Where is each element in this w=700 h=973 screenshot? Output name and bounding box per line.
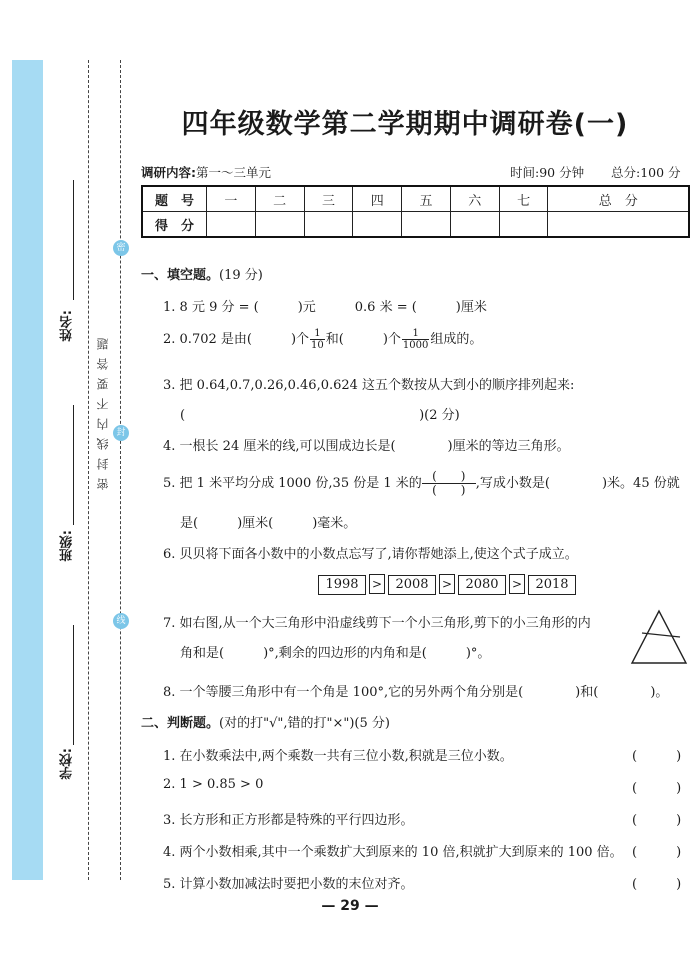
section2-instructions: (对的打"√",错的打"×")(5 分) xyxy=(219,716,390,731)
content-scope xyxy=(141,163,271,181)
question-4: 4. 一根长 24 厘米的线,可以围成边长是( )厘米的等边三角形。 xyxy=(163,439,570,454)
question-6: 6. 贝贝将下面各小数中的小数点忘写了,请你帮她添上,使这个式子成立。 xyxy=(163,547,578,562)
header-cell: 三 xyxy=(304,186,353,212)
seal-mark-mi: 密 xyxy=(113,240,129,256)
greater-than-sign: > xyxy=(439,574,455,594)
header-cell: 五 xyxy=(402,186,451,212)
number-box[interactable]: 2080 xyxy=(458,575,506,595)
page-number: — 29 — xyxy=(321,898,379,914)
section1-title: 一、填空题。 xyxy=(141,268,220,283)
header-cell: 七 xyxy=(499,186,548,212)
school-field-label: 学校: xyxy=(60,748,75,780)
fraction-blank xyxy=(422,470,476,497)
question-3-answer-line: ( )(2 分) xyxy=(180,408,460,423)
header-cell: 题 号 xyxy=(142,186,207,212)
judge-answer-5[interactable]: ( ) xyxy=(632,877,682,892)
header-cell: 总 分 xyxy=(548,186,689,212)
fraction-one-thousandth xyxy=(402,328,429,351)
question-7: 7. 如右图,从一个大三角形中沿虚线剪下一个小三角形,剪下的小三角形的内 xyxy=(163,616,591,631)
score-cell[interactable] xyxy=(304,212,353,238)
judge-answer-2[interactable]: ( ) xyxy=(632,781,682,796)
score-cell[interactable] xyxy=(207,212,256,238)
class-field-line xyxy=(73,405,74,525)
score-table xyxy=(141,185,690,238)
frac-numerator: 1 xyxy=(402,328,429,340)
frac-numerator: 1 xyxy=(310,328,325,340)
question-5 xyxy=(163,470,680,497)
q5-part-b: ,写成小数是( )米。45 份就 xyxy=(475,476,680,491)
name-field-label: 姓名: xyxy=(60,310,75,342)
section2-title: 二、判断题。 xyxy=(141,716,220,731)
question-8: 8. 一个等腰三角形中有一个角是 100°,它的另外两个角分别是( )和( )。 xyxy=(163,685,669,700)
question-1: 1. 8 元 9 分 = ( )元 0.6 米 = ( )厘米 xyxy=(163,300,487,315)
school-field-line xyxy=(73,625,74,745)
q2-part-c: 组成的。 xyxy=(430,332,483,347)
judge-item-5: 5. 计算小数加减法时要把小数的末位对齐。 xyxy=(163,877,414,892)
class-field-label: 班级: xyxy=(60,530,75,562)
header-cell: 四 xyxy=(353,186,402,212)
score-cell[interactable] xyxy=(255,212,304,238)
greater-than-sign: > xyxy=(509,574,525,594)
triangle-figure xyxy=(628,607,690,667)
time-limit: 时间:90 分钟 xyxy=(510,165,585,180)
score-cell[interactable] xyxy=(402,212,451,238)
seal-dashed-line-outer xyxy=(88,60,89,880)
q2-part-b: 和( )个 xyxy=(325,332,401,347)
score-cell[interactable] xyxy=(450,212,499,238)
score-table-score-row xyxy=(142,212,689,238)
q5-part-a: 5. 把 1 米平均分成 1000 份,35 份是 1 米的 xyxy=(163,476,422,491)
content-scope-label: 调研内容: xyxy=(141,165,196,180)
section1-points: (19 分) xyxy=(219,268,263,283)
page-title: 四年级数学第二学期期中调研卷(一) xyxy=(181,109,629,140)
q2-part-a: 2. 0.702 是由( )个 xyxy=(163,332,310,347)
seal-dashed-line-inner xyxy=(120,60,121,880)
header-cell: 二 xyxy=(255,186,304,212)
score-cell[interactable] xyxy=(548,212,689,238)
score-table-header-row xyxy=(142,186,689,212)
decimal-inequality-chain xyxy=(318,574,576,595)
frac-denominator: ( ) xyxy=(432,483,466,497)
score-cell[interactable] xyxy=(353,212,402,238)
judge-answer-4[interactable]: ( ) xyxy=(632,845,682,860)
number-box[interactable]: 1998 xyxy=(318,575,366,595)
score-cell[interactable] xyxy=(499,212,548,238)
frac-denominator: 10 xyxy=(311,340,324,351)
total-score: 总分:100 分 xyxy=(611,165,681,180)
margin-strip xyxy=(12,60,43,880)
section2-heading xyxy=(141,712,390,731)
seal-mark-xian: 线 xyxy=(113,613,129,629)
question-2 xyxy=(163,328,482,351)
greater-than-sign: > xyxy=(369,574,385,594)
content-scope-value: 第一～三单元 xyxy=(196,165,272,180)
judge-answer-3[interactable]: ( ) xyxy=(632,813,682,828)
judge-item-1: 1. 在小数乘法中,两个乘数一共有三位小数,积就是三位小数。 xyxy=(163,749,513,764)
judge-item-4: 4. 两个小数相乘,其中一个乘数扩大到原来的 10 倍,积就扩大到原来的 100 倍。 xyxy=(163,845,623,860)
seal-warning-text: 密封线内不要答题 xyxy=(96,330,110,490)
header-cell: 六 xyxy=(450,186,499,212)
question-5-line2: 是( )厘米( )毫米。 xyxy=(180,516,357,531)
seal-mark-feng: 封 xyxy=(113,425,129,441)
judge-item-2: 2. 1 > 0.85 > 0 xyxy=(163,777,264,792)
question-7-line2: 角和是( )°,剩余的四边形的内角和是( )°。 xyxy=(180,646,491,661)
judge-item-3: 3. 长方形和正方形都是特殊的平行四边形。 xyxy=(163,813,414,828)
score-row-label: 得 分 xyxy=(142,212,207,238)
judge-answer-1[interactable]: ( ) xyxy=(632,749,682,764)
header-cell: 一 xyxy=(207,186,256,212)
fraction-one-tenth xyxy=(310,328,325,351)
section1-heading xyxy=(141,264,263,283)
name-field-line xyxy=(73,180,74,300)
number-box[interactable]: 2008 xyxy=(388,575,436,595)
number-box[interactable]: 2018 xyxy=(528,575,576,595)
question-3: 3. 把 0.64,0.7,0.26,0.46,0.624 这五个数按从大到小的顺序排列起来: xyxy=(163,378,575,393)
frac-numerator: ( ) xyxy=(422,470,476,484)
frac-denominator: 1000 xyxy=(402,340,429,351)
